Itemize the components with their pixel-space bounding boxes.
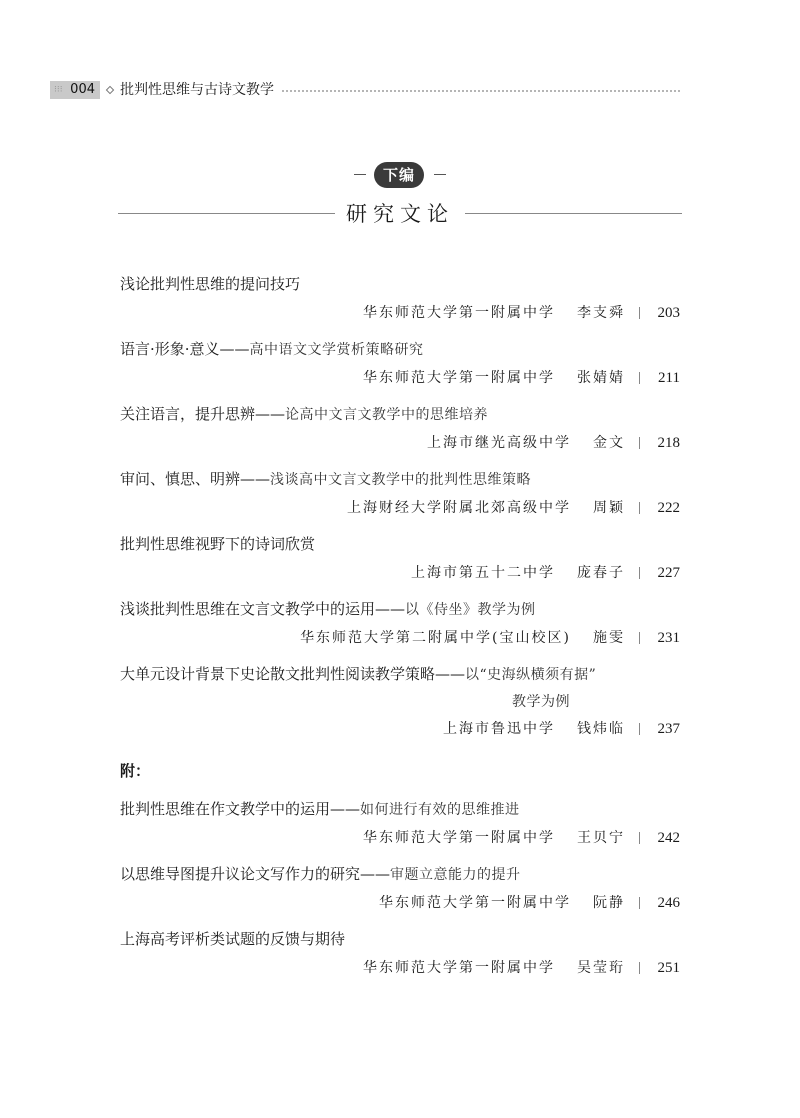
entry-school: 华东师范大学第一附属中学 <box>363 305 555 321</box>
entry-author: 吴莹珩 <box>577 960 625 976</box>
separator <box>639 832 640 844</box>
toc-entry[interactable] <box>120 465 680 522</box>
page-number-box <box>50 81 100 99</box>
entry-subtitle: 以“史海纵横须有据” <box>465 667 597 683</box>
toc-entry[interactable] <box>120 860 680 917</box>
section-rule-left <box>118 213 335 214</box>
entry-school: 上海财经大学附属北郊高级中学 <box>347 500 571 516</box>
entry-author: 王贝宁 <box>577 830 625 846</box>
entry-title: 审问、慎思、明辨—— <box>120 470 271 488</box>
toc-entry[interactable] <box>120 795 680 852</box>
entry-author: 李支舜 <box>577 305 625 321</box>
separator <box>639 897 640 909</box>
separator <box>639 372 640 384</box>
entry-title: 关注语言，提升思辨—— <box>120 405 286 423</box>
dot-pattern-icon: ⁝⁝⁝ <box>54 85 63 95</box>
separator <box>639 962 640 974</box>
entry-subtitle-continued: 教学为例 <box>512 694 570 710</box>
entry-page: 237 <box>657 721 680 737</box>
entry-page: 203 <box>657 305 680 321</box>
part-dash-left <box>354 174 366 175</box>
entry-school: 华东师范大学第二附属中学(宝山校区) <box>300 630 571 646</box>
part-dash-right <box>434 174 446 175</box>
separator <box>639 437 640 449</box>
diamond-icon <box>106 86 114 94</box>
entry-subtitle: 审题立意能力的提升 <box>390 867 521 883</box>
entry-author: 周颖 <box>593 500 625 516</box>
part-label: 下编 <box>382 166 415 184</box>
toc-entry[interactable] <box>120 925 680 982</box>
entry-author: 施雯 <box>593 630 625 646</box>
entry-title: 大单元设计背景下史论散文批判性阅读教学策略—— <box>120 665 466 683</box>
entry-subtitle: 高中语文文学赏析策略研究 <box>249 342 424 358</box>
toc-entry[interactable] <box>120 335 680 392</box>
entry-author: 庞春子 <box>577 565 625 581</box>
entry-subtitle: 论高中文言文教学中的思维培养 <box>285 407 489 423</box>
entry-page: 251 <box>657 960 680 976</box>
toc-entry[interactable] <box>120 270 680 327</box>
separator <box>639 502 640 514</box>
part-heading <box>0 162 800 188</box>
entry-subtitle: 如何进行有效的思维推进 <box>360 802 520 818</box>
entry-school: 华东师范大学第一附属中学 <box>379 895 571 911</box>
section-title: 研究文论 <box>346 202 454 226</box>
entry-title: 批判性思维在作文教学中的运用—— <box>120 800 361 818</box>
book-title: 批判性思维与古诗文教学 <box>120 82 274 98</box>
entry-school: 华东师范大学第一附属中学 <box>363 370 555 386</box>
section-heading <box>118 200 682 228</box>
separator <box>639 632 640 644</box>
running-header <box>50 80 680 100</box>
entry-title: 语言·形象·意义—— <box>120 340 250 358</box>
entry-page: 227 <box>657 565 680 581</box>
entry-school: 华东师范大学第一附属中学 <box>363 960 555 976</box>
entry-page: 231 <box>657 630 680 646</box>
entry-author: 张婧婧 <box>577 370 625 386</box>
entry-school: 上海市第五十二中学 <box>411 565 555 581</box>
entry-school: 华东师范大学第一附属中学 <box>363 830 555 846</box>
separator <box>639 307 640 319</box>
entry-page: 211 <box>658 370 680 386</box>
toc-entry[interactable] <box>120 400 680 457</box>
entry-page: 242 <box>657 830 680 846</box>
entry-title: 以思维导图提升议论文写作力的研究—— <box>120 865 391 883</box>
toc-entry[interactable] <box>120 530 680 587</box>
entry-title: 上海高考评析类试题的反馈与期待 <box>120 930 346 948</box>
entry-title: 浅谈批判性思维在文言文教学中的运用—— <box>120 600 406 618</box>
section-rule-right <box>465 213 682 214</box>
separator <box>639 567 640 579</box>
entry-title: 浅论批判性思维的提问技巧 <box>120 275 301 293</box>
entry-page: 218 <box>657 435 680 451</box>
entry-school: 上海市继光高级中学 <box>427 435 571 451</box>
header-dotted-rule <box>282 90 680 92</box>
entry-author: 钱炜临 <box>577 721 625 737</box>
page-number: 004 <box>70 82 95 97</box>
entry-school: 上海市鲁迅中学 <box>443 721 555 737</box>
entry-subtitle: 浅谈高中文言文教学中的批判性思维策略 <box>270 472 532 488</box>
entry-author: 金文 <box>593 435 625 451</box>
separator <box>639 723 640 735</box>
toc-entry[interactable] <box>120 595 680 652</box>
entry-page: 246 <box>657 895 680 911</box>
table-of-contents <box>120 270 680 982</box>
entry-author: 阮静 <box>593 895 625 911</box>
appendix-label: 附： <box>120 762 151 780</box>
entry-title: 批判性思维视野下的诗词欣赏 <box>120 535 316 553</box>
entry-subtitle: 以《侍坐》教学为例 <box>405 602 536 618</box>
entry-page: 222 <box>657 500 680 516</box>
toc-entry[interactable] <box>120 660 680 743</box>
